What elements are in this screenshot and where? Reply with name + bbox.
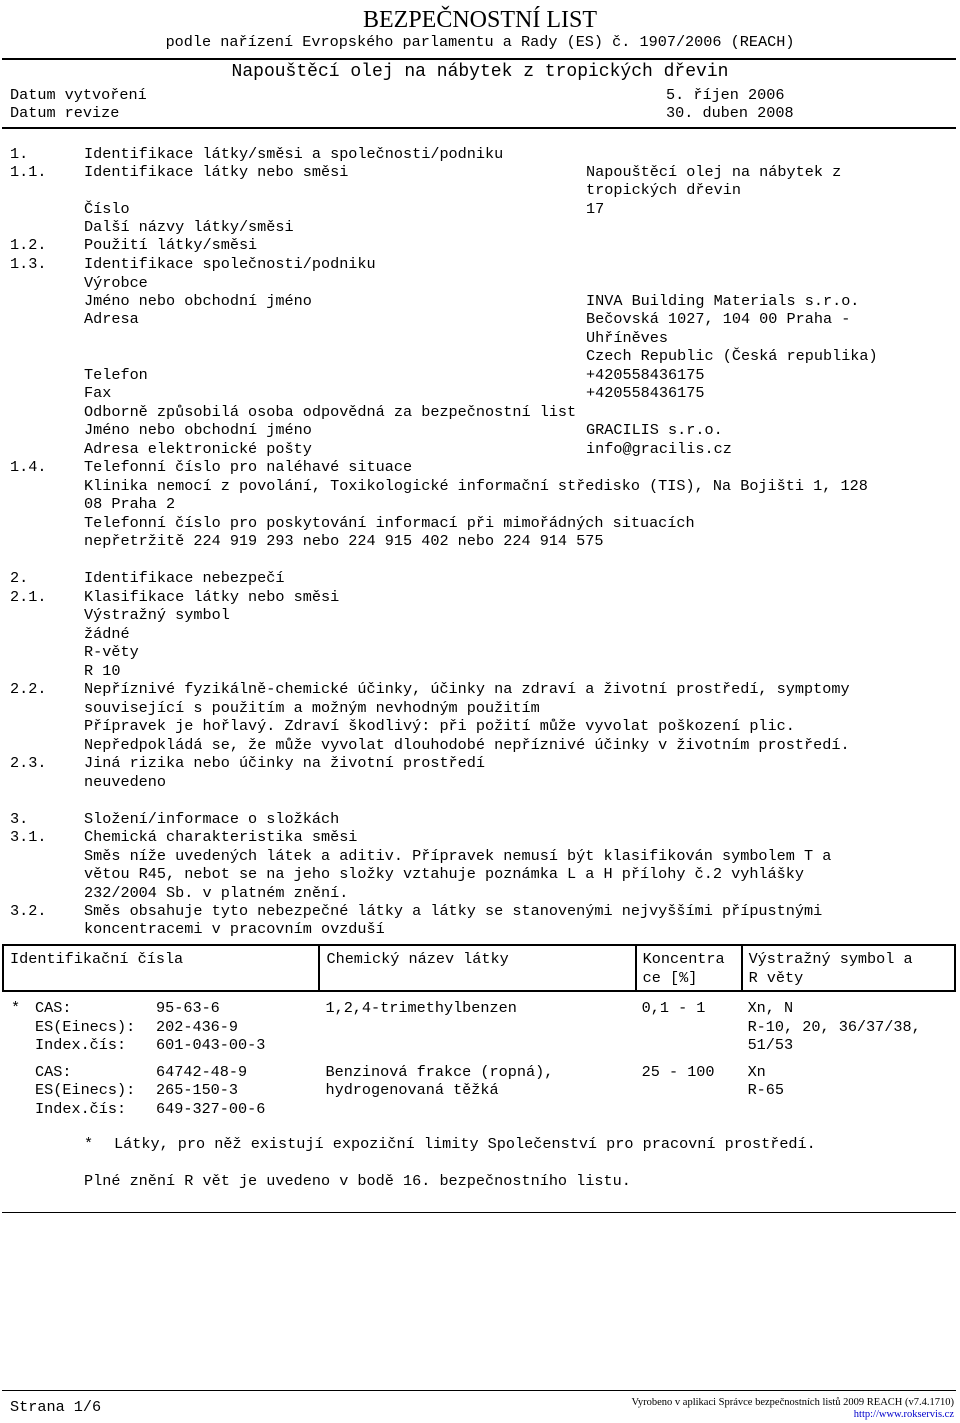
other-names-label: Další názvy látky/směsi: [84, 218, 294, 236]
created-label: Datum vytvoření: [10, 86, 147, 104]
hazard-symbol-heading: Výstražný symbol: [84, 606, 230, 624]
table-row: [3, 1063, 955, 1119]
composition-line1: Směs níže uvedených látek a aditiv. Přípravek nemusí být klasifikován symbolem T a: [84, 847, 832, 865]
section-2-2-title-line2: související s použitím a možným nevhodným použitím: [84, 699, 540, 717]
document-title: BEZPEČNOSTNÍ LIST: [363, 7, 597, 33]
section-1-3-number: 1.3.: [10, 255, 47, 273]
cas-label: CAS:: [35, 1062, 72, 1081]
email-label: Adresa elektronické pošty: [84, 440, 312, 458]
table-bottom-line: [2, 1212, 956, 1213]
hazard-symbols: Xn, N: [747, 999, 794, 1017]
generator-link[interactable]: http://www.rokservis.cz: [853, 1409, 954, 1420]
r-phrases: R-65: [747, 1081, 785, 1099]
chemical-name-cont: hydrogenovaná těžká: [325, 1081, 499, 1099]
limit-star: *: [11, 999, 21, 1017]
index-label: Index.čís:: [35, 1099, 127, 1118]
company-name-value: INVA Building Materials s.r.o.: [586, 292, 860, 310]
header-chemical-name: Chemický název látky: [319, 945, 635, 991]
es-value: 265-150-3: [156, 1081, 239, 1099]
page-number: Strana 1/6: [10, 1398, 102, 1416]
company-name-label: Jméno nebo obchodní jméno: [84, 292, 312, 310]
r-phrases-value: R 10: [84, 662, 121, 680]
phone-value: +420558436175: [586, 366, 705, 384]
es-label: ES(Einecs):: [35, 1017, 136, 1036]
chemical-name: 1,2,4-trimethylbenzen: [325, 999, 517, 1017]
info-phone-value: nepřetržitě 224 919 293 nebo 224 915 402 nebo 224 914 575: [84, 532, 604, 550]
document-subtitle: podle nařízení Evropského parlamentu a Rady (ES) č. 1907/2006 (REACH): [165, 33, 795, 51]
section-1-2-title: Použití látky/směsi: [84, 236, 258, 254]
section-1-number: 1.: [10, 145, 29, 163]
other-risks-value: neuvedeno: [84, 773, 167, 791]
section-3-2-title-line2: koncentracemi v pracovním ovzduší: [84, 920, 385, 938]
fax-value: +420558436175: [586, 384, 705, 402]
section-3-title: Složení/informace o složkách: [84, 810, 340, 828]
contact-name-value: GRACILIS s.r.o.: [586, 421, 723, 439]
section-3-1-number: 3.1.: [10, 828, 47, 846]
responsible-person-heading: Odborně způsobilá osoba odpovědná za bezpečnostní list: [84, 403, 577, 421]
r-phrases: R-10, 20, 36/37/38,: [747, 1017, 921, 1036]
section-1-1-number: 1.1.: [10, 163, 47, 181]
product-value-line2: tropických dřevin: [586, 181, 741, 199]
hazard-symbols: Xn: [747, 1062, 766, 1081]
full-text-note: Plné znění R vět je uvedeno v bodě 16. bezpečnostního listu.: [84, 1172, 631, 1190]
section-2-2-title-line1: Nepříznivé fyzikálně-chemické účinky, účinky na zdraví a životní prostředí, symptomy: [84, 680, 850, 698]
revised-date: 30. duben 2008: [666, 104, 794, 122]
generator-note: [631, 1397, 954, 1421]
index-value: 649-327-00-6: [156, 1099, 266, 1118]
section-1-1-title: Identifikace látky nebo směsi: [84, 163, 349, 181]
section-2-1-title: Klasifikace látky nebo směsi: [84, 588, 340, 606]
generator-text: Vyrobeno v aplikaci Správce bezpečnostních listů 2009 REACH (v7.4.1710): [631, 1397, 954, 1408]
effects-line2: Nepředpokládá se, že může vyvolat dlouhodobé nepříznivé účinky v životním prostředí.: [84, 736, 850, 754]
header-concentration: Koncentra ce [%]: [636, 945, 742, 991]
composition-line2: větou R45, nebot se na jeho složky vztahuje poznámka L a H přílohy č.2 vyhlášky: [84, 865, 805, 883]
header-divider: [2, 58, 956, 60]
footnote-text: Látky, pro něž existují expoziční limity Společenství pro pracovní prostředí.: [114, 1135, 816, 1153]
product-name: Napouštěcí olej na nábytek z tropických dřevin: [231, 62, 729, 82]
cas-value: 95-63-6: [156, 999, 220, 1017]
cas-value: 64742-48-9: [156, 1062, 248, 1081]
components-table: [2, 944, 956, 1118]
section-2-number: 2.: [10, 569, 29, 587]
address-label: Adresa: [84, 310, 139, 328]
section-3-2-title-line1: Směs obsahuje tyto nebezpečné látky a látky se stanovenými nejvyššími přípustnými: [84, 902, 823, 920]
composition-line3: 232/2004 Sb. v platném znění.: [84, 884, 349, 902]
phone-label: Telefon: [84, 366, 148, 384]
footnote-star: *: [84, 1135, 94, 1153]
concentration: 25 - 100: [641, 1062, 715, 1081]
section-3-2-number: 3.2.: [10, 902, 47, 920]
header-identification: Identifikační čísla: [3, 945, 319, 991]
section-2-2-number: 2.2.: [10, 680, 47, 698]
number-value: 17: [586, 200, 605, 218]
table-row: [3, 999, 955, 1055]
contact-name-label: Jméno nebo obchodní jméno: [84, 421, 312, 439]
section-3-number: 3.: [10, 810, 29, 828]
section-2-3-number: 2.3.: [10, 754, 47, 772]
address-line2: Uhříněves: [586, 329, 669, 347]
section-1-4-title: Telefonní číslo pro naléhavé situace: [84, 458, 413, 476]
fax-label: Fax: [84, 384, 112, 402]
es-label: ES(Einecs):: [35, 1081, 136, 1099]
section-2-title: Identifikace nebezpečí: [84, 569, 285, 587]
section-1-3-title: Identifikace společnosti/podniku: [84, 255, 376, 273]
es-value: 202-436-9: [156, 1017, 239, 1036]
address-line3: Czech Republic (Česká republika): [586, 347, 878, 365]
header-bottom-divider: [2, 127, 956, 129]
effects-line1: Přípravek je hořlavý. Zdraví škodlivý: při požití může vyvolat poškození plic.: [84, 717, 795, 735]
section-1-4-number: 1.4.: [10, 458, 47, 476]
concentration: 0,1 - 1: [641, 999, 706, 1017]
chemical-name: Benzinová frakce (ropná),: [325, 1062, 554, 1081]
hazard-symbol-value: žádné: [84, 625, 130, 643]
r-phrases-heading: R-věty: [84, 643, 139, 661]
r-phrases-cont: 51/53: [747, 1036, 794, 1054]
section-2-3-title: Jiná rizika nebo účinky na životní prostředí: [84, 754, 486, 772]
cas-label: CAS:: [35, 999, 72, 1017]
product-value-line1: Napouštěcí olej na nábytek z: [586, 163, 842, 181]
info-phone-heading: Telefonní číslo pro poskytování informací při mimořádných situacích: [84, 514, 695, 532]
section-1-title: Identifikace látky/směsi a společnosti/podniku: [84, 145, 504, 163]
section-2-1-number: 2.1.: [10, 588, 47, 606]
address-line1: Bečovská 1027, 104 00 Praha -: [586, 310, 851, 328]
revised-label: Datum revize: [10, 104, 120, 122]
index-label: Index.čís:: [35, 1036, 127, 1054]
index-value: 601-043-00-3: [156, 1036, 266, 1054]
created-date: 5. říjen 2006: [666, 86, 785, 104]
number-label: Číslo: [84, 200, 130, 218]
header-hazard-symbol: Výstražný symbol a R věty: [742, 945, 955, 991]
footer-divider: [2, 1390, 956, 1391]
email-value[interactable]: info@gracilis.cz: [586, 440, 732, 458]
manufacturer-heading: Výrobce: [84, 274, 148, 292]
emergency-clinic-line2: 08 Praha 2: [84, 495, 176, 513]
table-header-row: [3, 945, 955, 991]
section-1-2-number: 1.2.: [10, 236, 47, 254]
section-3-1-title: Chemická charakteristika směsi: [84, 828, 358, 846]
emergency-clinic-line1: Klinika nemocí z povolání, Toxikologické informační středisko (TIS), Na Bojišti 1, 128: [84, 477, 868, 495]
